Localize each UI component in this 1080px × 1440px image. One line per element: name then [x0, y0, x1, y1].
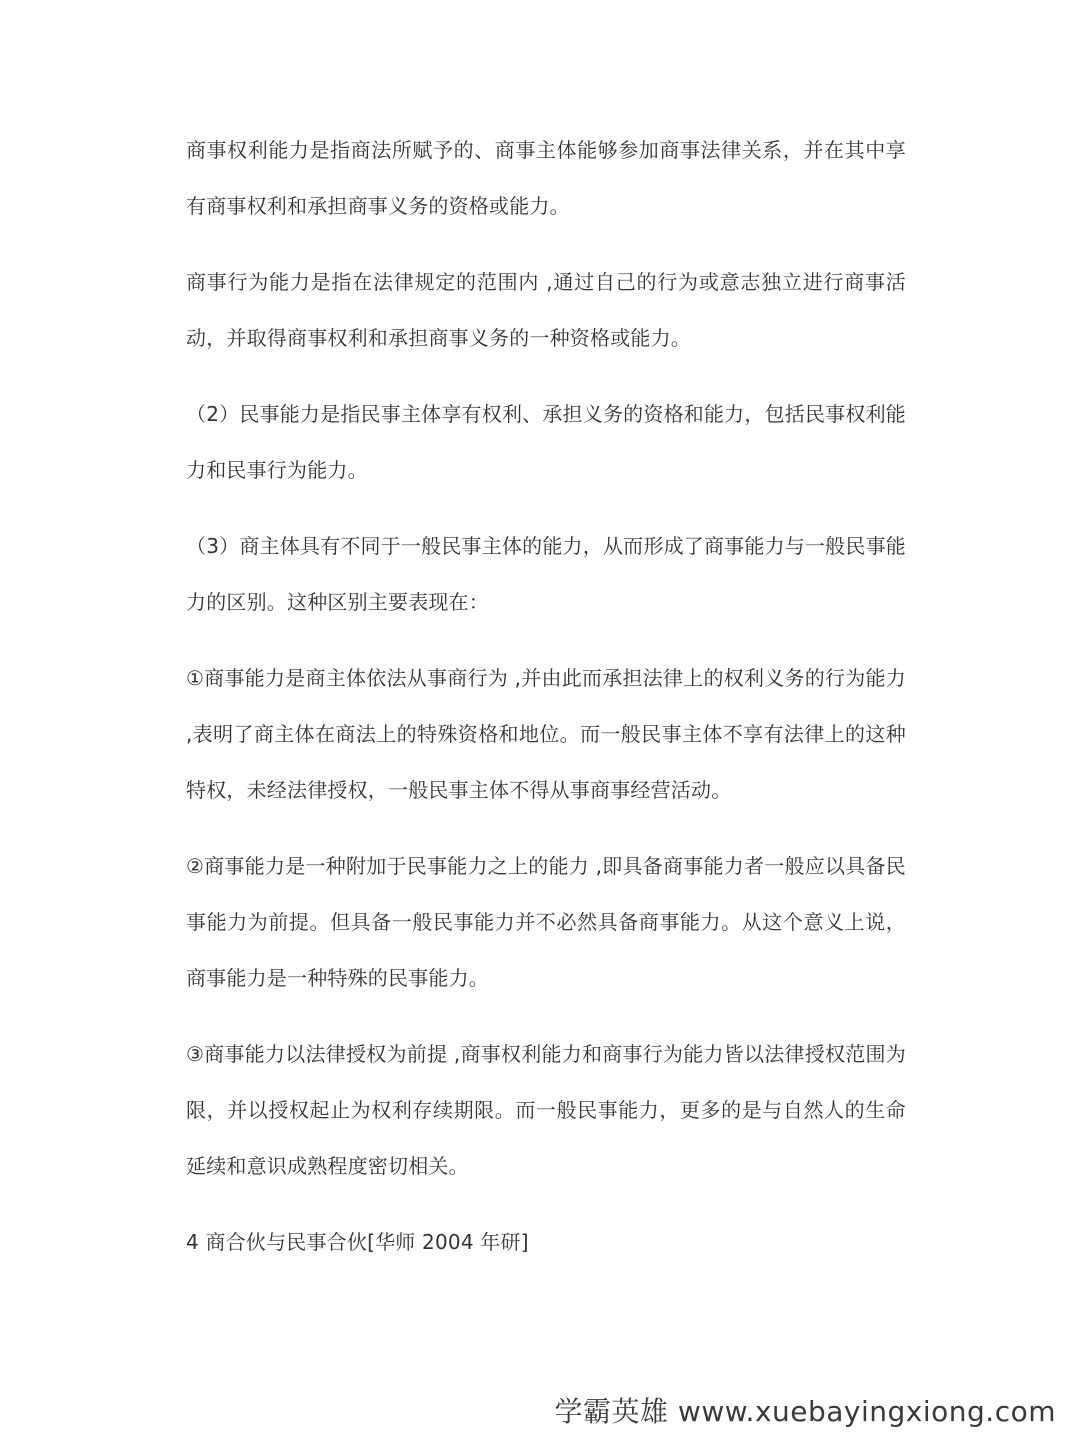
site-watermark: 学霸英雄 www.xuebayingxiong.com	[554, 1395, 1056, 1428]
paragraph-civil-capacity: （2）民事能力是指民事主体享有权利、承担义务的资格和能力，包括民事权利能力和民事行为能力。	[186, 402, 906, 482]
paragraph-difference-point-1: ①商事能力是商主体依法从事商行为 ,并由此而承担法律上的权利义务的行为能力 ,表明了商主体在商法上的特殊资格和地位。而一般民事主体不享有法律上的这种特权，未经法律授权，一般民事主体不得从事商事经营活动。	[186, 666, 906, 802]
paragraph-difference-point-2: ②商事能力是一种附加于民事能力之上的能力 ,即具备商事能力者一般应以具备民事能力为前提。但具备一般民事能力并不必然具备商事能力。从这个意义上说，商事能力是一种特殊的民事能力。	[186, 854, 906, 990]
section-heading-partnership: 4 商合伙与民事合伙[华师 2004 年研]	[186, 1230, 529, 1254]
paragraph-commercial-rights-capacity: 商事权利能力是指商法所赋予的、商事主体能够参加商事法律关系，并在其中享有商事权利和承担商事义务的资格或能力。	[186, 138, 906, 218]
paragraph-difference-point-3: ③商事能力以法律授权为前提 ,商事权利能力和商事行为能力皆以法律授权范围为限，并以授权起止为权利存续期限。而一般民事能力，更多的是与自然人的生命延续和意识成熟程度密切相关。	[186, 1042, 906, 1178]
paragraph-commercial-conduct-capacity: 商事行为能力是指在法律规定的范围内 ,通过自己的行为或意志独立进行商事活动，并取得商事权利和承担商事义务的一种资格或能力。	[186, 270, 906, 350]
document-body	[186, 122, 906, 1270]
paragraph-difference-intro: （3）商主体具有不同于一般民事主体的能力，从而形成了商事能力与一般民事能力的区别。这种区别主要表现在：	[186, 534, 906, 614]
